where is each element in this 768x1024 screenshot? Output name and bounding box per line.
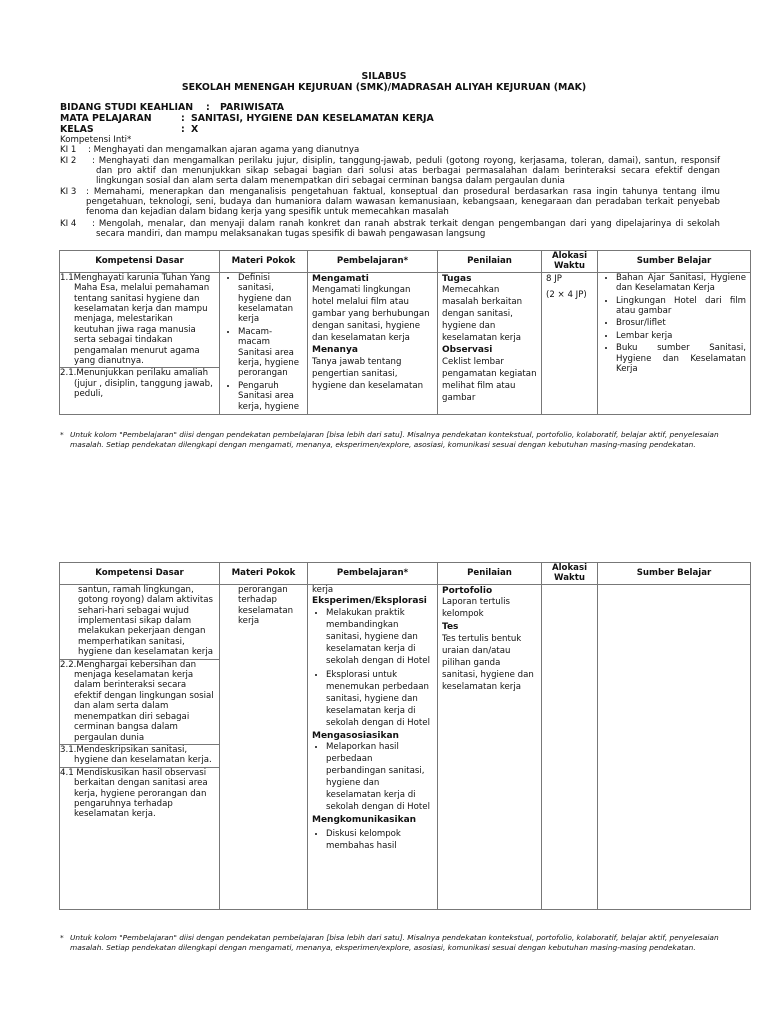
meta-label: MATA PELAJARAN [60,113,152,124]
col-pembelajaran: Pembelajaran* [308,251,438,273]
list-item: • Diskusi kelompok membahas hasil [326,828,433,852]
pembelajaran-text: Tanya jawab tentang pengertian sanitasi, hygiene dan keselamatan [312,356,424,391]
pembelajaran-heading: Menanya [312,345,358,356]
ki-4 [60,219,720,239]
kd-number: 2.1. [60,368,77,379]
list-item: • Lembar kerja [616,331,746,341]
penilaian-text: Ceklist lembar pengamatan kegiatan melihat film atau gambar [442,356,537,403]
document-title: SILABUS [361,71,407,82]
table-row [60,584,751,909]
ki-2 [60,156,720,187]
meta-value: X [191,124,199,135]
footnote-page2 [60,933,730,952]
footnote-star: * [60,933,64,942]
pembelajaran-text: Mengamati lingkungan hotel melalui film atau gambar yang berhubungan dengan sanitasi, hygiene dan keselamatan kerja [312,285,430,344]
pembelajaran-heading: Eksperimen/Eksplorasi [312,596,427,607]
col-sumber-belajar: Sumber Belajar [598,251,751,273]
cell-sumber-belajar [598,272,751,414]
meta-value: PARIWISATA [220,102,285,113]
footnote-star: * [60,430,64,439]
footnote-text: Untuk kolom "Pembelajaran" diisi dengan pendekatan pembelajaran [bisa lebih dari satu]. Misalnya pendekatan kontekstual, portofolio, kolaboratif, belajar aktif, penyelesaian masalah. Setiap pendekatan dilengkapi dengan mengamati, menanya, eksperimen/explore, asosiasi, komunikasi sesuai dengan kebutuhan masing-masing pendekatan. [70,933,719,952]
cell-sumber-belajar [598,584,751,909]
pembelajaran-heading: Mengkomunikasikan [312,815,417,826]
document-subtitle: SEKOLAH MENENGAH KEJURUAN (SMK)/MADRASAH ALIYAH KEJURUAN (MAK) [181,82,587,93]
ki-text: : Menghayati dan mengamalkan perilaku jujur, disiplin, tanggung-jawab, peduli (gotong royong, kerjasama, toleran, damai), santun, responsif dan pro aktif dan menunjukkan sikap sebagai bagian dari solusi atas berbagai permasalahan dalam berinteraksi secara efektif dengan lingkungan sosial dan alam serta dalam menempatkan diri sebagai cerminan bangsa dalam pergaulan dunia [92,156,720,187]
meta-sep: : [181,124,185,135]
col-penilaian: Penilaian [438,251,542,273]
col-kompetensi-dasar: Kompetensi Dasar [60,251,220,273]
pembelajaran-heading: Mengasosiasikan [312,730,399,741]
kd-item [60,660,219,745]
list-item: • Melakukan praktik membandingkan sanitasi, hygiene dan keselamatan kerja di sekolah dengan di Hotel [326,607,433,667]
list-item: • Eksplorasi untuk menemukan perbedaan sanitasi, hygiene dan keselamatan kerja di sekolah dengan di Hotel [326,669,433,729]
table-row [60,272,751,414]
ki-code: KI 3 [60,187,77,197]
alokasi-jp: 8 JP [546,273,562,284]
kd-item [60,745,219,768]
penilaian-text: Laporan tertulis kelompok [442,597,511,620]
kd-text: Mendeskripsikan sanitasi, hygiene dan keselamatan kerja. [74,744,212,766]
col-alokasi-waktu: Alokasi Waktu [542,563,598,585]
cell-kompetensi-dasar [60,584,220,909]
ki-text: : Mengolah, menalar, dan menyaji dalam ranah konkret dan ranah abstrak terkait dengan pengembangan dari yang dipelajarinya di sekolah secara mandiri, dan mampu melaksanakan tugas spesifik di bawah pengawasan langsung [92,219,720,240]
ki-code: KI 1 [60,145,77,155]
meta-label: BIDANG STUDI KEAHLIAN [60,102,194,113]
col-pembelajaran: Pembelajaran* [308,563,438,585]
ki-code: KI 4 [60,219,77,229]
col-materi-pokok: Materi Pokok [220,563,308,585]
kd-number: 2.2. [60,659,77,670]
kd-text: Menghayati karunia Tuhan Yang Maha Esa, melalui pemahaman tentang sanitasi hygiene dan keselamatan kerja dan mampu menjaga, melestarikan keutuhan jiwa raga manusia serta sebagai tindakan pengamalan menurut agama yang dianutnya. [73,272,211,367]
cell-pembelajaran [308,584,438,909]
kd-item [60,368,219,400]
cell-materi-pokok [220,272,308,414]
penilaian-heading: Tes [442,622,459,633]
table-header-row [60,563,751,585]
syllabus-table-page1 [59,250,751,415]
kd-number: 4.1 [60,767,74,778]
ki-text: : Memahami, menerapkan dan menganalisis pengetahuan faktual, konseptual dan prosedural berdasarkan rasa ingin tahunya tentang ilmu pengetahuan, teknologi, seni, budaya dan humaniora dalam wawasan kemanusiaan, kebangsaan, kenegaraan dan peradaban terkait penyebab fenoma dan kejadian dalam bidang kerja yang spesifik untuk memecahkan masalah [86,187,720,218]
cell-pembelajaran [308,272,438,414]
list-item: • Bahan Ajar Sanitasi, Hygiene dan Keselamatan Kerja [616,273,746,294]
col-penilaian: Penilaian [438,563,542,585]
col-alokasi-waktu: Alokasi Waktu [542,251,598,273]
penilaian-heading: Observasi [442,345,493,356]
list-item: • Pengaruh Sanitasi area kerja, hygiene [238,381,303,412]
pembelajaran-heading: Mengamati [312,273,369,284]
cell-penilaian [438,584,542,909]
list-item: • Melaporkan hasil perbedaan perbandingan sanitasi, hygiene dan keselamatan kerja di sekolah dengan di Hotel [326,741,433,813]
ki-heading: Kompetensi Inti* [60,135,132,145]
kd-number: 1.1 [60,272,74,283]
alokasi-detail: (2 × 4 JP) [546,289,587,300]
kd-item [60,273,219,369]
list-item: • Definisi sanitasi, hygiene dan keselamatan kerja [238,273,303,325]
cell-materi-pokok [220,584,308,909]
ki-text: : Menghayati dan mengamalkan ajaran agama yang dianutnya [88,145,360,155]
kd-number: 3.1. [60,744,77,755]
meta-sep: : [181,113,185,124]
ki-3 [60,187,720,218]
pembelajaran-continued: kerja [312,584,334,595]
ki-1 [60,145,720,155]
syllabus-table-page2 [59,562,751,910]
col-kompetensi-dasar: Kompetensi Dasar [60,563,220,585]
col-materi-pokok: Materi Pokok [220,251,308,273]
cell-penilaian [438,272,542,414]
meta-label: KELAS [60,124,94,135]
list-item: • Lingkungan Hotel dari film atau gambar [616,296,746,317]
footnote-text: Untuk kolom "Pembelajaran" diisi dengan pendekatan pembelajaran [bisa lebih dari satu]. Misalnya pendekatan kontekstual, portofolio, kolaboratif, belajar aktif, penyelesaian masalah. Setiap pendekatan dilengkapi dengan mengamati, menanya, eksperimen/explore, asosiasi, komunikasi sesuai dengan kebutuhan masing-masing pendekatan. [70,430,719,449]
materi-continued: perorangan terhadap keselamatan kerja [238,584,294,627]
kd-item [60,585,219,660]
kd-item [60,768,219,821]
kd-text: Mendiskusikan hasil observasi berkaitan dengan sanitasi area kerja, hygiene perorangan dan pengaruhnya terhadap keselamatan kerja. [74,767,208,820]
meta-value: SANITASI, HYGIENE DAN KESELAMATAN KERJA [191,113,434,124]
footnote-page1 [60,430,730,449]
kd-text: santun, ramah lingkungan, gotong royong) dalam aktivitas sehari-hari sebagai wujud implementasi sikap dalam melakukan pekerjaan dengan memperhatikan sanitasi, hygiene dan keselamatan kerja [78,584,213,658]
kd-text: Menunjukkan perilaku amaliah (jujur , disiplin, tanggung jawab, peduli, [74,368,213,400]
cell-kompetensi-dasar [60,272,220,414]
penilaian-text: Tes tertulis bentuk uraian dan/atau pilihan ganda sanitasi, hygiene dan keselamatan kerja [442,633,534,692]
meta-sep: : [206,102,210,113]
kd-text: Menghargai kebersihan dan menjaga keselamatan kerja dalam berinteraksi secara efektif dengan lingkungan sosial dan alam serta dalam menempatkan diri sebagai cerminan bangsa dalam pergaulan dunia [74,659,214,743]
penilaian-heading: Portofolio [442,585,493,596]
list-item: • Brosur/liflet [616,318,746,328]
list-item: • Macam-macam Sanitasi area kerja, hygiene perorangan [238,327,303,379]
list-item: • Buku sumber Sanitasi, Hygiene dan Keselamatan Kerja [616,343,746,374]
cell-alokasi-waktu [542,584,598,909]
ki-code: KI 2 [60,156,77,166]
col-sumber-belajar: Sumber Belajar [598,563,751,585]
penilaian-text: Memecahkan masalah berkaitan dengan sanitasi, hygiene dan keselamatan kerja [442,285,523,344]
penilaian-heading: Tugas [442,273,472,284]
table-header-row [60,251,751,273]
cell-alokasi-waktu [542,272,598,414]
